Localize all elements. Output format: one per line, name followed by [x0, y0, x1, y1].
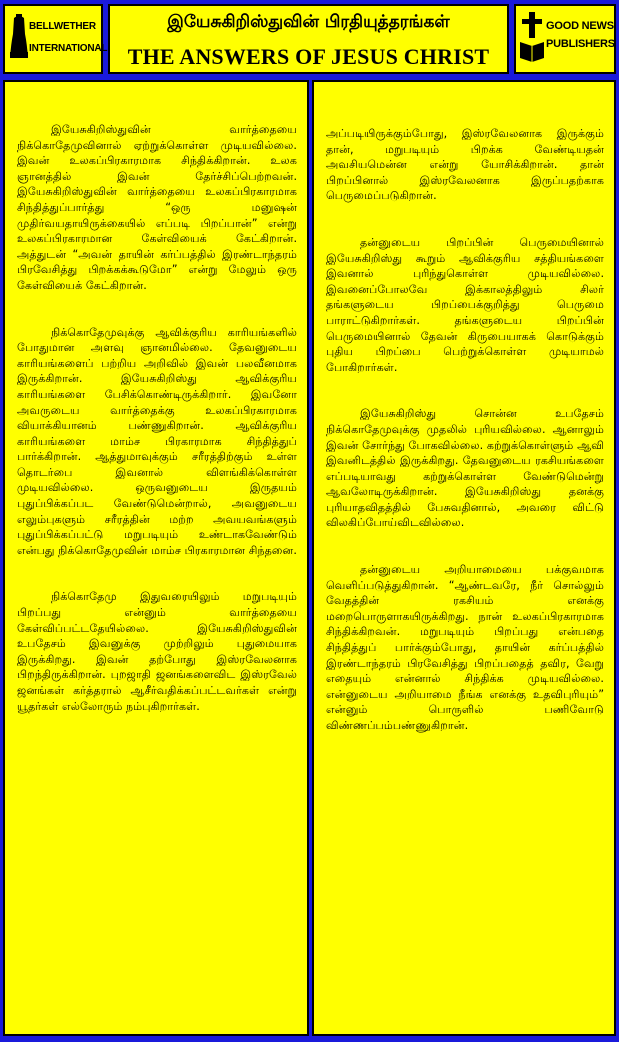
paragraph: அப்படியிருக்கும்போது, இஸ்ரவேலனாக இருக்கும் தான், மறுபடியும் பிறக்க வேண்டியதன் அவசியமென்ன என்று யோசிக்கிறான். தான் பிறப்பினால் இஸ்ரவேலனாக இருப்பதற்காக பெருமைப்படுகிறான்.	[326, 127, 604, 203]
bellwether-subtitle: INTERNATIONAL	[29, 43, 108, 54]
paragraph: தன்னுடைய பிறப்பின் பெருமையினால் இயேசுகிறிஸ்து கூறும் ஆவிக்குரிய சத்தியங்களை இவனால் புரிந்துகொள்ள முடியவில்லை. இவனைப்போலவே இக்காலத்திலும் சிலர் தங்களுடைய பிறப்பைக்குறித்து பெருமை பாராட்டுகிறார்கள். தங்களுடைய பிறப்பின் பெருமையினால் தேவன் கிருபையாகக் கொடுக்கும் புதிய பிறப்பை பெற்றுக்கொள்ள முடியாமல் போகிறார்கள்.	[326, 235, 604, 374]
bellwether-name: BELLWETHER	[29, 21, 96, 32]
good-news-subtitle: PUBLISHERS	[546, 38, 615, 50]
right-column	[312, 80, 616, 1036]
left-column-text	[17, 122, 297, 745]
title-banner	[108, 4, 509, 74]
paragraph: தன்னுடைய அறியாமையை பக்குவமாக வெளிப்படுத்துகிறான். “ஆண்டவரே, நீர் சொல்லும் வேதத்தின் ரகசியம் எனக்கு மறைபொருளாகயிருக்கிறது. நான் உலகப்பிரகாரமாக சிந்திக்கிறவன். மறுபடியும் பிறப்பது என்பதை சிந்தித்துப் பார்க்கும்போது, தாயின் கர்ப்பத்தில் இரண்டாந்தரம் பிரவேசித்து பிறப்பதைத் தவிர, வேறு எதையும் என்னால் சிந்திக்க முடியவில்லை. என்னுடைய அறியாமை நீங்க எனக்கு உதவிபுரியும்” என்னும் பொருளில் பணிவோடு விண்ணப்பம்பண்ணுகிறான்.	[326, 563, 604, 732]
bellwether-ram-icon	[9, 14, 29, 60]
page-title-tamil: இயேசுகிறிஸ்துவின் பிரதியுத்தரங்கள்	[167, 12, 450, 32]
paragraph: நிக்கொதேமு இதுவரையிலும் மறுபடியும் பிறப்பது என்னும் வார்த்தையை கேள்விப்பட்டதேயில்லை. இயேசுகிறிஸ்துவின் உபதேசம் இவனுக்கு முற்றிலும் புதுமையாக இருக்கிறது. இவன் தற்போது இஸ்ரவேலனாக பிறந்திருக்கிறான். புறஜாதி ஜனங்களைவிட இஸ்ரவேல் ஜனங்கள் கர்த்தரால் ஆசீர்வதிக்கப்பட்டவர்கள் என்று யூதர்கள் எல்லோரும் நம்புகிறார்கள்.	[17, 590, 297, 713]
right-column-text	[326, 126, 604, 765]
paragraph: இயேசுகிறிஸ்து சொன்ன உபதேசம் நிக்கொதேமுவுக்கு முதலில் புரியவில்லை. ஆனாலும் இவன் சோர்ந்து போகவில்லை. கற்றுக்கொள்ளும் ஆவி இவனிடத்தில் இருக்கிறது. தேவனுடைய ரகசியங்களை எப்படியாவது கற்றுக்கொள்ள வேண்டுமென்று ஆவலோடிருக்கிறான். இயேசுகிறிஸ்து தனக்கு புரியாதவிதத்தில் பேசுவதினால், அவரை விட்டு விலகிப்போய்விடவில்லை.	[326, 407, 604, 530]
page-title-english: THE ANSWERS OF JESUS CHRIST	[127, 44, 490, 69]
bellwether-logo	[3, 4, 108, 74]
left-column	[3, 80, 309, 1036]
page-header	[0, 0, 619, 78]
paragraph: நிக்கொதேமுவுக்கு ஆவிக்குரிய காரியங்களில் போதுமான அளவு ஞானமில்லை. தேவனுடைய காரியங்களைப் பற்றிய அறிவில் இவன் பலவீனமாக இருக்கிறான். இயேசுகிறிஸ்து ஆவிக்குரிய காரியங்களை பேசிக்கொண்டிருக்கிறார். இவனோ அவருடைய வார்த்தைக்கு உலகப்பிரகாரமாக வியாக்கியானம் பண்ணுகிறான். ஆவிக்குரிய காரியங்களை மாம்ச பிரகாரமாக சிந்தித்துப் பார்க்கிறான். ஆத்துமாவுக்கும் சரீரத்திற்கும் உள்ள தொடர்பை இவனால் விளங்கிக்கொள்ள முடியவில்லை. ஒருவனுடைய இருதயம் புதுப்பிக்கப்பட வேண்டுமென்றால், அவனுடைய எலும்புகளும் சரீரத்தின் மற்ற அவயவங்களும் புதுப்பிக்கப்பட்டு மறுபடியும் உண்டாகவேண்டும் என்பது நிக்கொதேமுவின் மாம்ச பிரகாரமான சிந்தனை.	[17, 325, 297, 557]
good-news-logo	[514, 4, 616, 74]
paragraph: இயேசுகிறிஸ்துவின் வார்த்தையை நிக்கொதேமுவினால் ஏற்றுக்கொள்ள முடியவில்லை. இவன் உலகப்பிரகாரமாக சிந்திக்கிறான். உலக ஞானத்தில் இவன் தேர்ச்சிப்பெற்றவன். இயேசுகிறிஸ்துவின் வார்த்தையை உலகப்பிரகாரமாக சிந்தித்துப்பார்த்து “ஒரு மனுஷன் முதிர்வயதாயிருக்கையில் எப்படி பிறப்பான்” என்று உலகப்பிரகாரமான கேள்வியைக் கேட்கிறான். அத்துடன் “அவன் தாயின் கர்ப்பத்தில் இரண்டாந்தரம் பிரவேசித்து பிறக்கக்கூடுமோ” என்று மேலும் ஒரு கேள்வியைக் கேட்கிறான்.	[17, 123, 297, 292]
good-news-name: GOOD NEWS	[546, 20, 614, 32]
cross-book-icon	[520, 12, 544, 62]
